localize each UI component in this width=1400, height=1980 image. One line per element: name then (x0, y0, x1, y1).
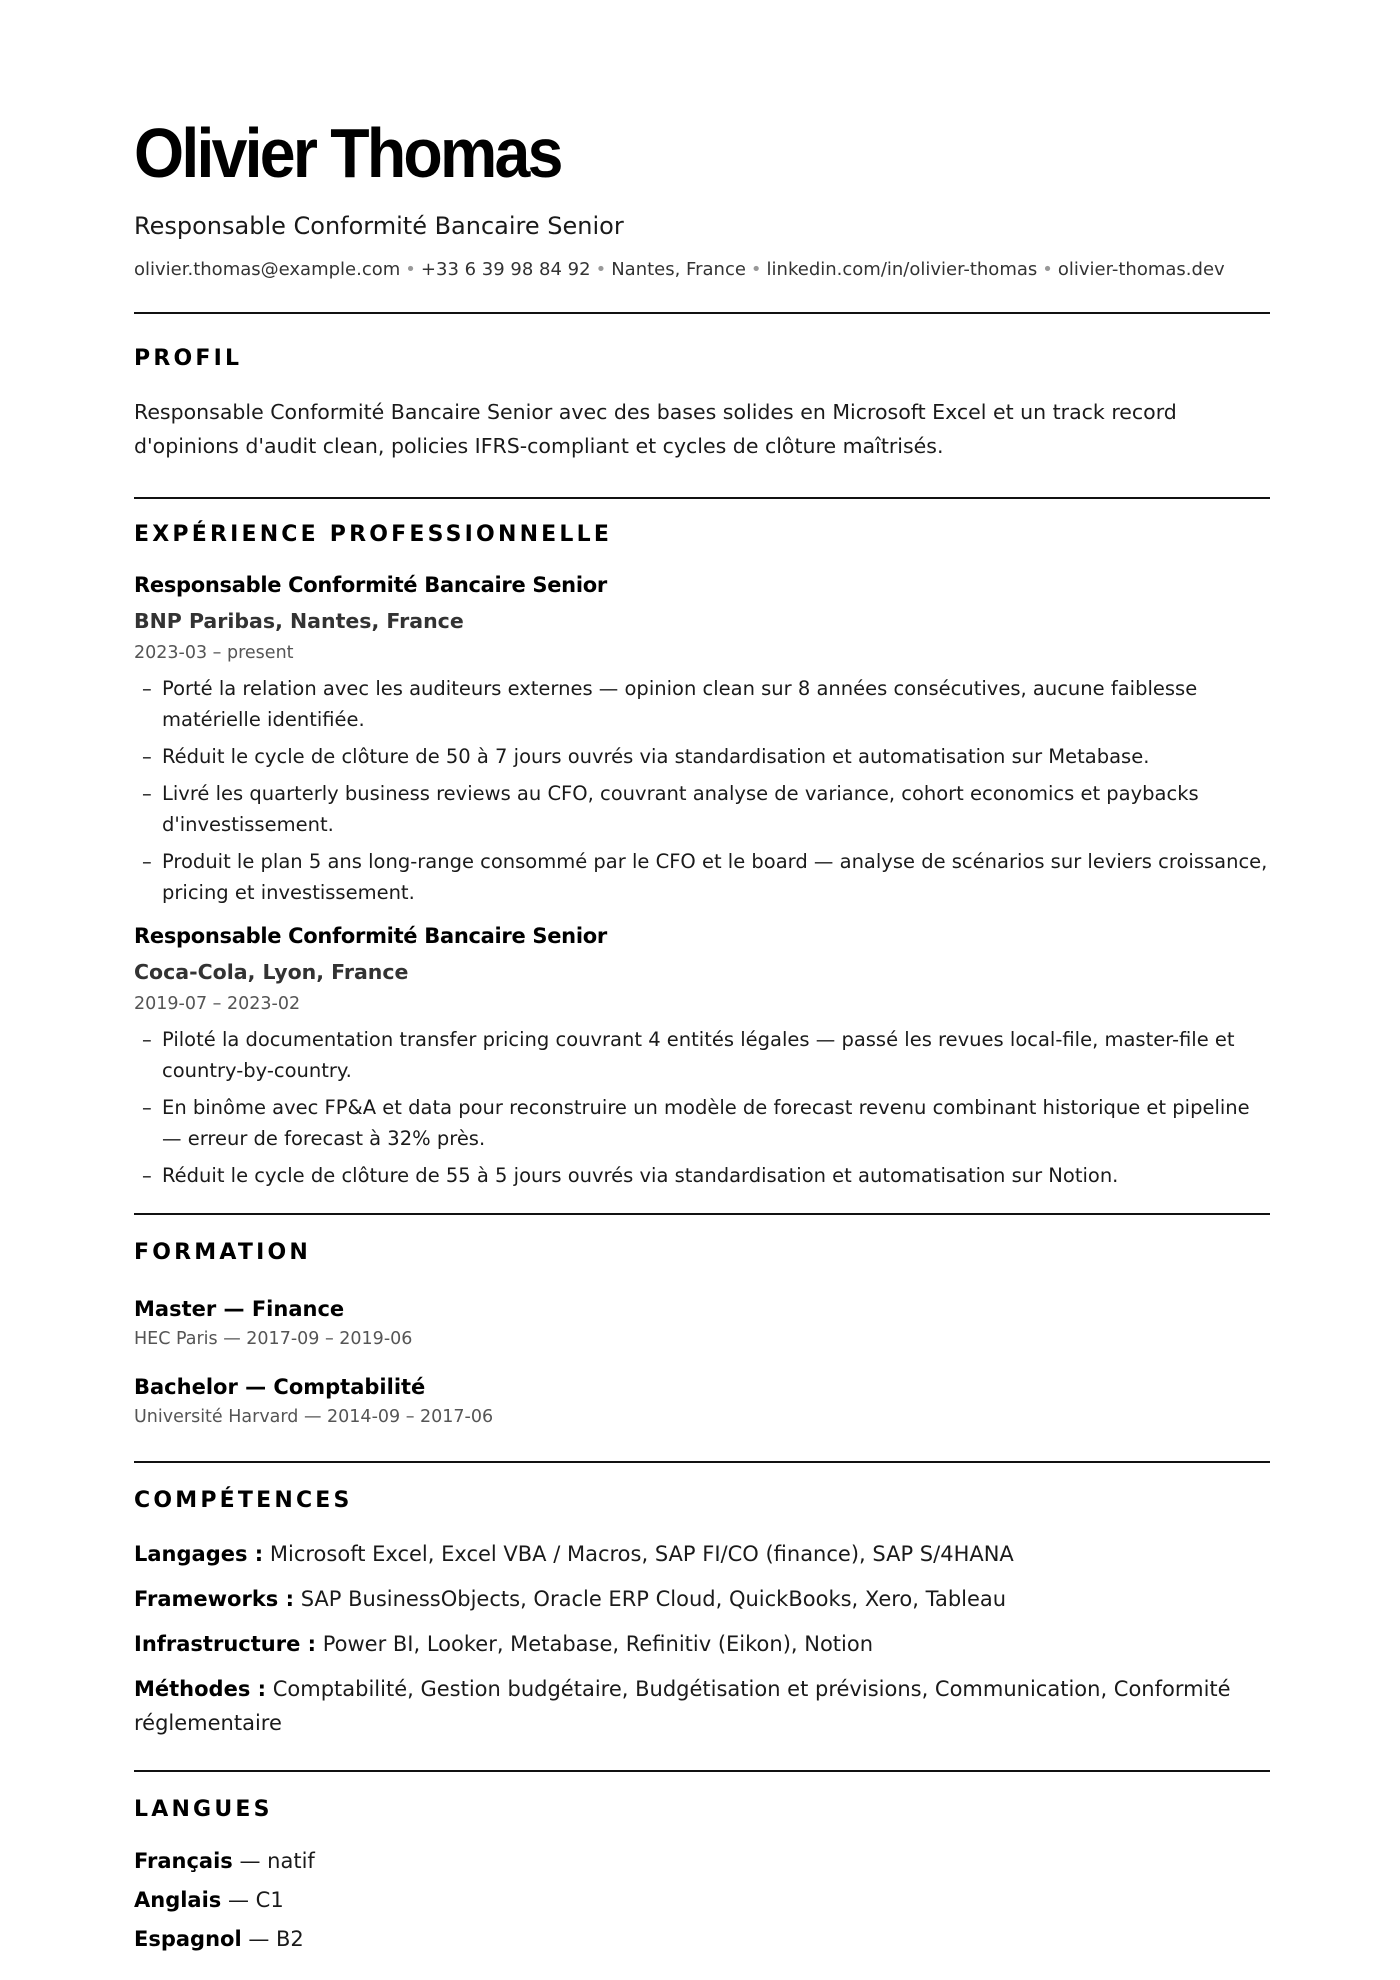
section-divider (134, 1770, 1270, 1772)
education-meta: Université Harvard — 2014-09 – 2017-06 (134, 1407, 494, 1427)
contact-separator: • (595, 259, 607, 280)
job-bullet (134, 1092, 1270, 1154)
contact-website: olivier-thomas.dev (1057, 259, 1225, 280)
languages-heading: LANGUES (134, 1797, 273, 1822)
language-name: Espagnol (134, 1927, 242, 1951)
job-company: BNP Paribas, Nantes, France (134, 609, 464, 633)
contact-email: olivier.thomas@example.com (134, 259, 401, 280)
profile-text: Responsable Conformité Bancaire Senior avec des bases solides en Microsoft Excel et un track record d'opinions d'audit clean, policies IFRS-compliant et cycles de clôture maîtrisés. (134, 400, 1177, 458)
job-bullet (134, 673, 1270, 735)
section-divider (134, 1461, 1270, 1463)
education-degree: Master — Finance (134, 1297, 345, 1321)
bullet-text: En binôme avec FP&A et data pour reconstruire un modèle de forecast revenu combinant historique et pipeline — erreur de forecast à 32% près. (162, 1096, 1250, 1150)
bullet-dash: – (142, 850, 152, 873)
languages-list (134, 1842, 1270, 1959)
contact-linkedin: linkedin.com/in/olivier-thomas (766, 259, 1038, 280)
job-dates: 2019-07 – 2023-02 (134, 994, 301, 1014)
bullet-dash: – (142, 677, 152, 700)
skill-value: Comptabilité, Gestion budgétaire, Budgétisation et prévisions, Communication, Conformité réglementaire (134, 1677, 1231, 1735)
bullet-text: Réduit le cycle de clôture de 55 à 5 jours ouvrés via standardisation et automatisation sur Notion. (162, 1164, 1119, 1187)
education-degree: Bachelor — Comptabilité (134, 1375, 426, 1399)
section-divider (134, 497, 1270, 499)
bullet-text: Porté la relation avec les auditeurs externes — opinion clean sur 8 années consécutives, aucune faiblesse matérielle identifiée. (162, 677, 1198, 731)
skills-list (134, 1537, 1270, 1740)
language-name: Français (134, 1849, 233, 1873)
profile-heading: PROFIL (134, 346, 243, 371)
skill-line (134, 1672, 1270, 1740)
skills-heading: COMPÉTENCES (134, 1488, 353, 1513)
education-entry (134, 1295, 1270, 1351)
candidate-name: Olivier Thomas (134, 114, 561, 192)
job-bullet (134, 778, 1270, 840)
section-divider (134, 312, 1270, 314)
job-bullets (134, 1024, 1270, 1191)
bullet-text: Produit le plan 5 ans long-range consommé par le CFO et le board — analyse de scénarios sur leviers croissance, pricing et investissement. (162, 850, 1268, 904)
section-divider (134, 1213, 1270, 1215)
bullet-text: Piloté la documentation transfer pricing couvrant 4 entités légales — passé les revues local-file, master-file et country-by-country. (162, 1028, 1235, 1082)
bullet-dash: – (142, 1164, 152, 1187)
job-title: Responsable Conformité Bancaire Senior (134, 924, 607, 948)
skill-label: Infrastructure : (134, 1632, 317, 1656)
education-heading: FORMATION (134, 1240, 311, 1265)
bullet-text: Livré les quarterly business reviews au CFO, couvrant analyse de variance, cohort economics et paybacks d'investissement. (162, 782, 1199, 836)
job-bullet (134, 741, 1270, 772)
bullet-dash: – (142, 745, 152, 768)
skill-label: Frameworks : (134, 1587, 295, 1611)
bullet-dash: – (142, 1096, 152, 1119)
language-level: natif (267, 1849, 315, 1873)
job-bullets (134, 673, 1270, 908)
candidate-title: Responsable Conformité Bancaire Senior (134, 212, 624, 240)
job-title: Responsable Conformité Bancaire Senior (134, 573, 607, 597)
language-line: Anglais — C1 (134, 1888, 284, 1912)
contact-separator: • (405, 259, 416, 280)
language-level: C1 (255, 1888, 284, 1912)
skill-value: Power BI, Looker, Metabase, Refinitiv (Eikon), Notion (322, 1632, 874, 1656)
experience-heading: EXPÉRIENCE PROFESSIONNELLE (134, 522, 613, 547)
skill-line (134, 1627, 1270, 1661)
skill-value: SAP BusinessObjects, Oracle ERP Cloud, QuickBooks, Xero, Tableau (300, 1587, 1007, 1611)
job-bullet (134, 1160, 1270, 1191)
language-line: Espagnol — B2 (134, 1927, 304, 1951)
skill-label: Langages : (134, 1542, 264, 1566)
job-bullet (134, 1024, 1270, 1086)
education-meta: HEC Paris — 2017-09 – 2019-06 (134, 1329, 413, 1349)
contact-phone: +33 6 39 98 84 92 (420, 259, 591, 280)
language-level: B2 (276, 1927, 304, 1951)
skill-label: Méthodes : (134, 1677, 267, 1701)
job-dates: 2023-03 – present (134, 643, 294, 663)
bullet-dash: – (142, 1028, 152, 1051)
language-line: Français — natif (134, 1849, 315, 1873)
education-entry (134, 1373, 1270, 1429)
contact-location: Nantes, France (611, 259, 746, 280)
skill-line (134, 1582, 1270, 1616)
job-entry (134, 922, 1270, 1191)
resume-page (134, 112, 1270, 1959)
bullet-dash: – (142, 782, 152, 805)
contact-separator: • (750, 259, 762, 280)
job-bullet (134, 846, 1270, 908)
contact-line (134, 258, 1270, 282)
job-entry (134, 571, 1270, 908)
skill-line (134, 1537, 1270, 1571)
language-name: Anglais (134, 1888, 222, 1912)
contact-separator: • (1042, 259, 1053, 280)
skill-value: Microsoft Excel, Excel VBA / Macros, SAP FI/CO (finance), SAP S/4HANA (269, 1542, 1014, 1566)
bullet-text: Réduit le cycle de clôture de 50 à 7 jours ouvrés via standardisation et automatisation sur Metabase. (162, 745, 1150, 768)
job-company: Coca-Cola, Lyon, France (134, 960, 409, 984)
